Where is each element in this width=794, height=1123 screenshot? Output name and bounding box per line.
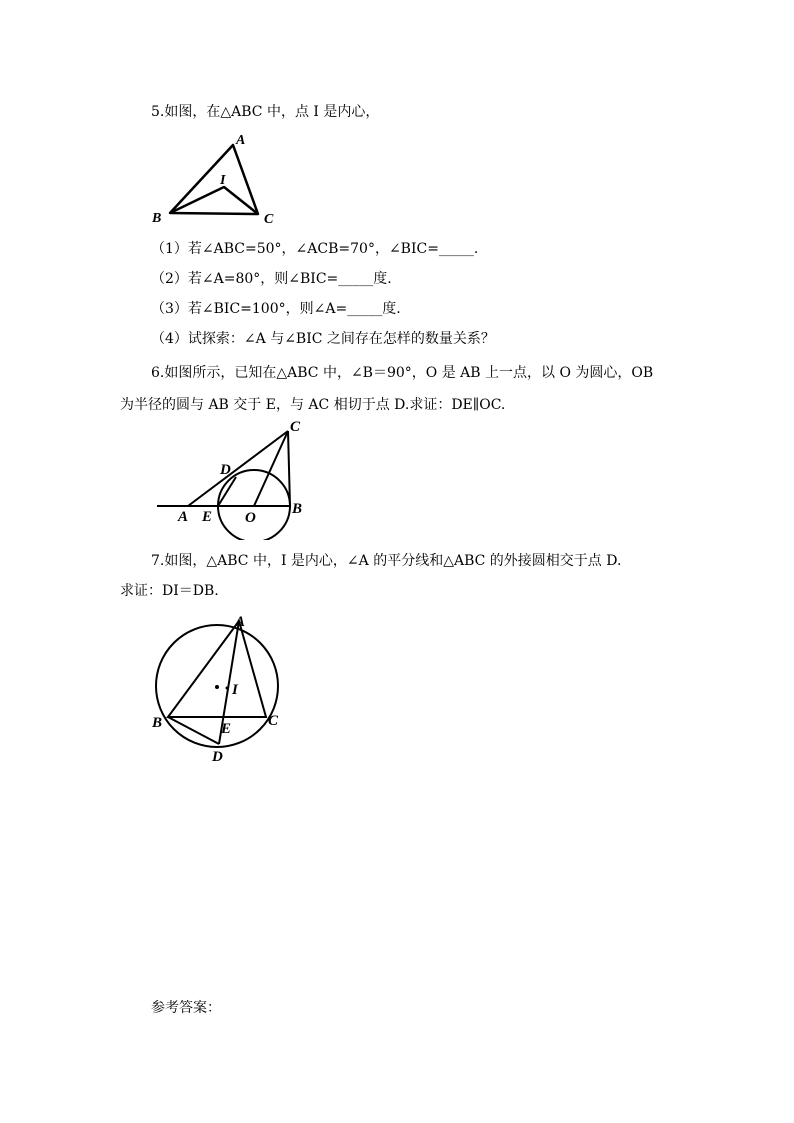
- q7-label-i: I: [232, 682, 238, 698]
- q6-label-o: O: [245, 510, 256, 526]
- q5-label-c: C: [264, 212, 274, 227]
- answers-heading: 参考答案：: [151, 1000, 221, 1016]
- q5-sub1: （1）若∠ABC=50°，∠ACB=70°，∠BIC=_____.: [151, 241, 479, 257]
- q7-label-e: E: [221, 721, 232, 737]
- q6-label-b: B: [292, 501, 303, 517]
- q5-sub3: （3）若∠BIC=100°，则∠A=_____度.: [151, 301, 401, 317]
- q6-line-ac: [188, 431, 288, 506]
- q7-label-a: A: [235, 614, 246, 630]
- q7-center-dot: [215, 685, 219, 689]
- q7-incenter-dot: [226, 687, 229, 690]
- q7-label-c: C: [268, 713, 279, 729]
- q6-label-c: C: [290, 419, 301, 435]
- q6-figure: [150, 415, 320, 540]
- q7-line2: 求证：DI＝DB.: [120, 583, 219, 599]
- q5-figure: [140, 128, 290, 233]
- q7-line1: 7.如图，△ABC 中，I 是内心，∠A 的平分线和△ABC 的外接圆相交于点 D.: [151, 553, 622, 569]
- q6-line-oc: [254, 431, 288, 506]
- q5-label-b: B: [152, 211, 162, 226]
- q6-label-d: D: [220, 462, 231, 478]
- q6-label-e: E: [202, 509, 213, 525]
- q5-sub2: （2）若∠A=80°，则∠BIC=_____度.: [151, 271, 392, 287]
- q7-label-d: D: [212, 749, 223, 765]
- q5-label-i: I: [220, 173, 226, 188]
- q6-line1: 6.如图所示，已知在△ABC 中，∠B＝90°，O 是 AB 上一点，以 O 为圆心，OB: [151, 365, 654, 381]
- q7-figure: [145, 608, 295, 768]
- q7-label-b: B: [152, 715, 163, 731]
- q5-intro: 5.如图，在△ABC 中，点 I 是内心，: [151, 104, 380, 120]
- q5-sub4: （4）试探索：∠A 与∠BIC 之间存在怎样的数量关系？: [151, 331, 495, 347]
- q6-label-a: A: [178, 509, 189, 525]
- q6-line2: 为半径的圆与 AB 交于 E，与 AC 相切于点 D.求证：DE∥OC.: [120, 397, 506, 413]
- q5-label-a: A: [236, 133, 246, 148]
